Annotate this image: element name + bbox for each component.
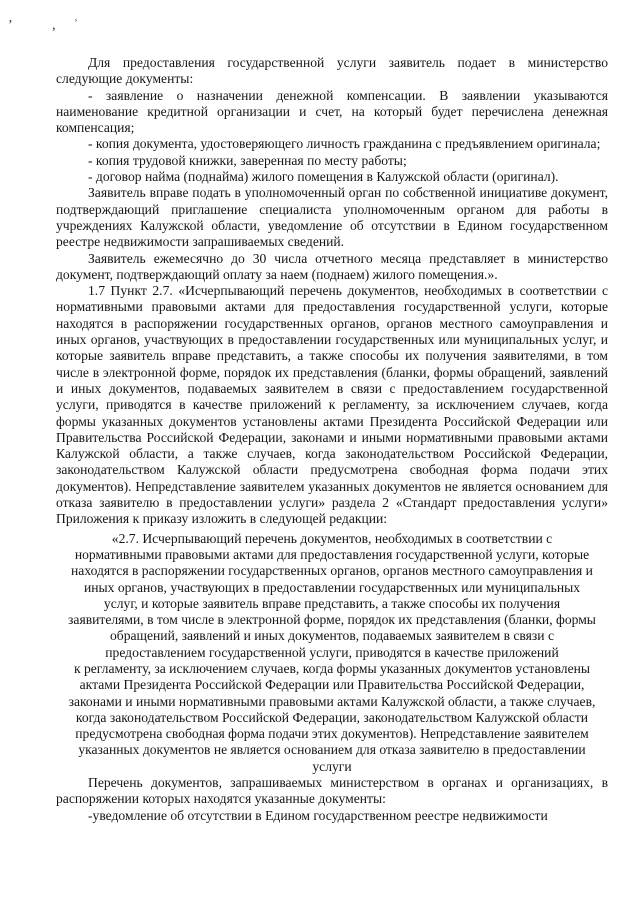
quote-line: нормативными правовыми актами для предоставления государственной услуги, которые [74, 546, 590, 562]
quote-line: указанных документов не является основанием для отказа заявителю в предоставлении [78, 742, 586, 758]
quote-line: заявителями, в том числе в электронной форме, порядок их представления (бланки, формы [68, 612, 596, 628]
list-item: - заявление о назначении денежной компенсации. В заявлении указываются наименование кредитной организации и счет, на который будет перечислена денежная компенсация; [56, 87, 608, 136]
quote-line: к регламенту, за исключением случаев, когда формы указанных документов установлены [73, 660, 591, 676]
quote-line: актами Президента Российской Федерации или Правительства Российской Федерации, [79, 677, 585, 693]
quote-line: услуг, и которые заявитель вправе представить, а также способы их получения [103, 595, 561, 611]
quote-line: находятся в распоряжении государственных органов, органов местного самоуправления и [71, 563, 593, 579]
document-page [56, 55, 608, 824]
list-item: - копия трудовой книжки, заверенная по месту работы; [88, 152, 407, 168]
list-item: - копия документа, удостоверяющего личность гражданина с предъявлением оригинала; [88, 136, 601, 152]
list-item: -уведомление об отсутствии в Едином государственном реестре недвижимости [88, 807, 548, 823]
quote-line: обращений, заявлений и иных документов, подаваемых заявителем в связи с [109, 628, 554, 644]
paragraph: Для предоставления государственной услуги заявитель подает в министерство следующие документы: [56, 55, 608, 87]
quote-line: услуги [312, 758, 352, 774]
quote-line: предоставлением государственной услуги, приводятся в качестве приложений [105, 644, 559, 660]
quote-line: законами и иными нормативными правовыми актами Калужской области, а также случаев, [68, 693, 596, 709]
quoted-block [56, 531, 608, 775]
quote-line: иных органов, участвующих в предоставлении государственных или муниципальных [83, 579, 581, 595]
paragraph: Заявитель вправе подать в уполномоченный орган по собственной инициативе документ, подтверждающий приглашение специалиста уполномоченным органом для работы в учреждениях Калужской области, уведомление об отсутствии в Едином государственном реестре недвижимости запрашиваемых сведений. [56, 185, 608, 250]
paragraph: 1.7 Пункт 2.7. «Исчерпывающий перечень документов, необходимых в соответствии с нормативными правовыми актами для предоставления государственной услуги, которые находятся в распоряжении государственных органов, органов местного самоуправления и иных органов, участвующих в предоставлении государственных или муниципальных услуг, и которые заявитель вправе представить, а также способы их получения заявителями, в том числе в электронной форме, порядок их представления (бланки, формы обращений, заявлений и иных документов, подаваемых заявителем в связи с предоставлением государственной услуги, приводятся в качестве приложений к регламенту, за исключением случаев, когда формы указанных документов установлены актами Президента Российской Федерации или Правительства Российской Федерации, законами и иными нормативными правовыми актами Калужской области, а также случаев, когда законодательством Российской Федерации, законодательством Калужской области предусмотрена свободная форма подачи этих документов). Непредставление заявителем указанных документов не является основанием для отказа заявителю в предоставлении услуги» раздела 2 «Стандарт предоставления услуги» Приложения к приказу изложить в следующей редакции: [56, 283, 608, 527]
paragraph: Перечень документов, запрашиваемых министерством в органах и организациях, в распоряжении которых находятся указанные документы: [56, 775, 608, 807]
paragraph: Заявитель ежемесячно до 30 числа отчетного месяца представляет в министерство документ, подтверждающий оплату за наем (поднаем) жилого помещения.». [56, 250, 608, 282]
scan-marks: ʼ ,ʾ [8, 18, 97, 33]
quote-line: когда законодательством Российской Федерации, законодательством Калужской области [75, 709, 589, 725]
quote-line: «2.7. Исчерпывающий перечень документов, необходимых в соответствии с [111, 530, 553, 546]
quote-line: предусмотрена свободная форма подачи этих документов). Непредставление заявителем [75, 726, 589, 742]
list-item: - договор найма (поднайма) жилого помещения в Калужской области (оригинал). [88, 169, 559, 185]
